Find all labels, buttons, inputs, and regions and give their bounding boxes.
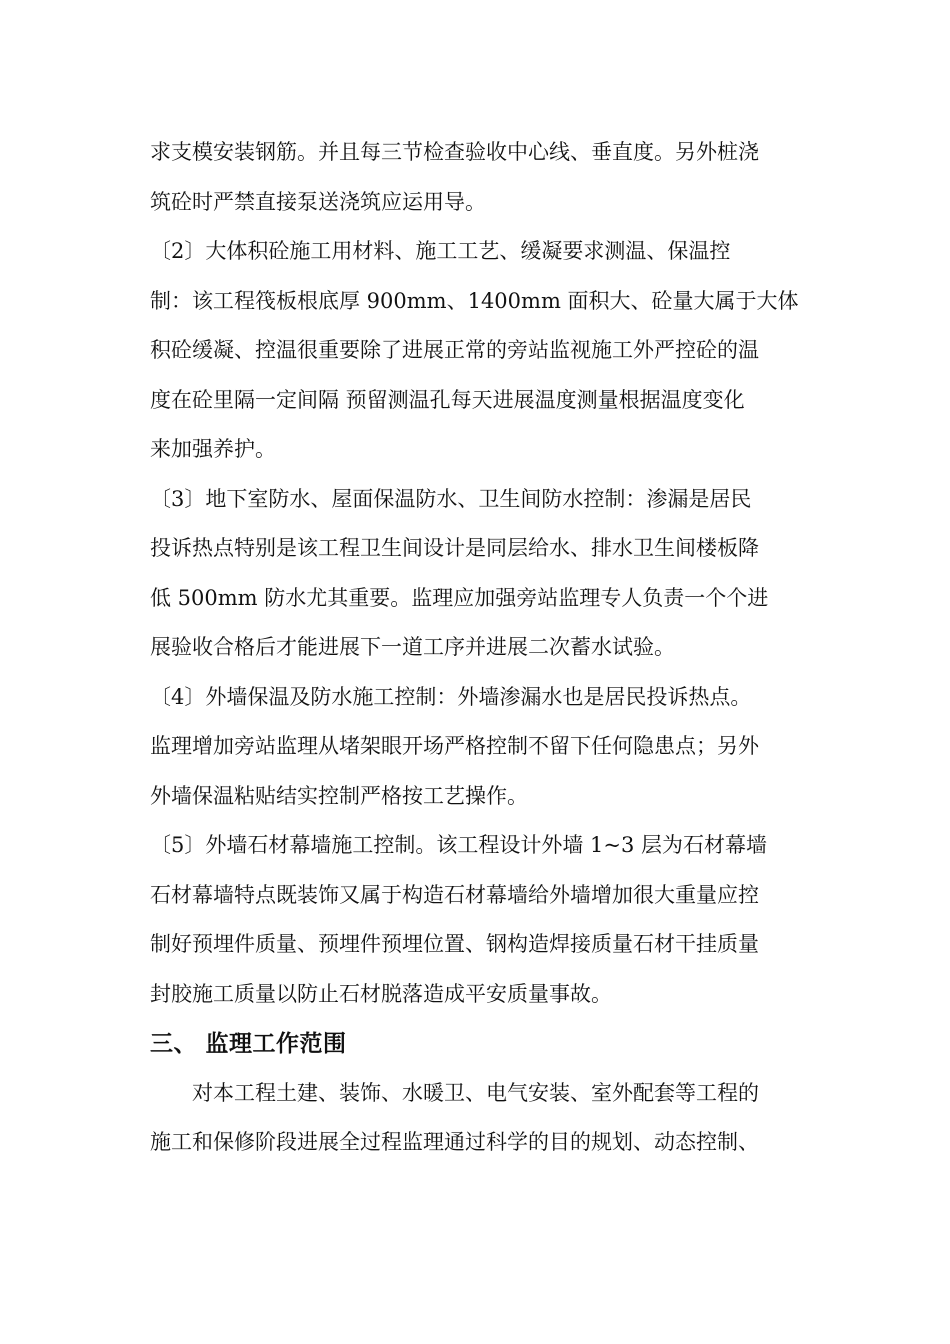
- body-line-15: 〔5〕外墙石材幕墙施工控制。该工程设计外墙 1~3 层为石材幕墙: [150, 833, 768, 857]
- body-line-1: 求支模安装钢筋。并且每三节检查验收中心线、垂直度。另外桩浇: [150, 140, 759, 164]
- section-heading: 三、 监理工作范围: [150, 1030, 347, 1057]
- body-line-14: 外墙保温粘贴结实控制严格按工艺操作。: [150, 783, 528, 808]
- document-body: [150, 128, 802, 1168]
- body-line-2: 筑砼时严禁直接泵送浇筑应运用导。: [150, 189, 486, 214]
- section-line-2: 施工和保修阶段进展全过程监理通过科学的目的规划、动态控制、: [150, 1130, 759, 1154]
- body-line-11: 展验收合格后才能进展下一道工序并进展二次蓄水试验。: [150, 635, 675, 659]
- section-line-1: 对本工程土建、装饰、水暖卫、电气安装、室外配套等工程的: [192, 1080, 759, 1105]
- body-line-3: 〔2〕大体积砼施工用材料、施工工艺、缓凝要求测温、保温控: [150, 239, 731, 263]
- body-line-6: 度在砼里隔一定间隔 预留测温孔每天进展温度测量根据温度变化: [150, 387, 745, 412]
- body-line-16: 石材幕墙特点既装饰又属于构造石材幕墙给外墙增加很大重量应控: [150, 882, 759, 907]
- body-line-5: 积砼缓凝、控温很重要除了进展正常的旁站监视施工外严控砼的温: [150, 338, 759, 362]
- body-line-12: 〔4〕外墙保温及防水施工控制：外墙渗漏水也是居民投诉热点。: [150, 684, 752, 709]
- body-line-4: 制：该工程筏板根底厚 900mm、1400mm 面积大、砼量大属于大体: [150, 288, 799, 313]
- body-line-7: 来加强养护。: [150, 437, 276, 461]
- body-line-10: 低 500mm 防水尤其重要。监理应加强旁站监理专人负责一个个进: [150, 585, 769, 610]
- body-line-18: 封胶施工质量以防止石材脱落造成平安质量事故。: [150, 981, 612, 1006]
- body-line-8: 〔3〕地下室防水、屋面保温防水、卫生间防水控制：渗漏是居民: [150, 486, 752, 511]
- body-line-9: 投诉热点特别是该工程卫生间设计是同层给水、排水卫生间楼板降: [150, 536, 759, 560]
- body-line-13: 监理增加旁站监理从堵架眼开场严格控制不留下任何隐患点；另外: [150, 734, 759, 758]
- body-line-17: 制好预埋件质量、预埋件预埋位置、钢构造焊接质量石材干挂质量: [150, 932, 759, 956]
